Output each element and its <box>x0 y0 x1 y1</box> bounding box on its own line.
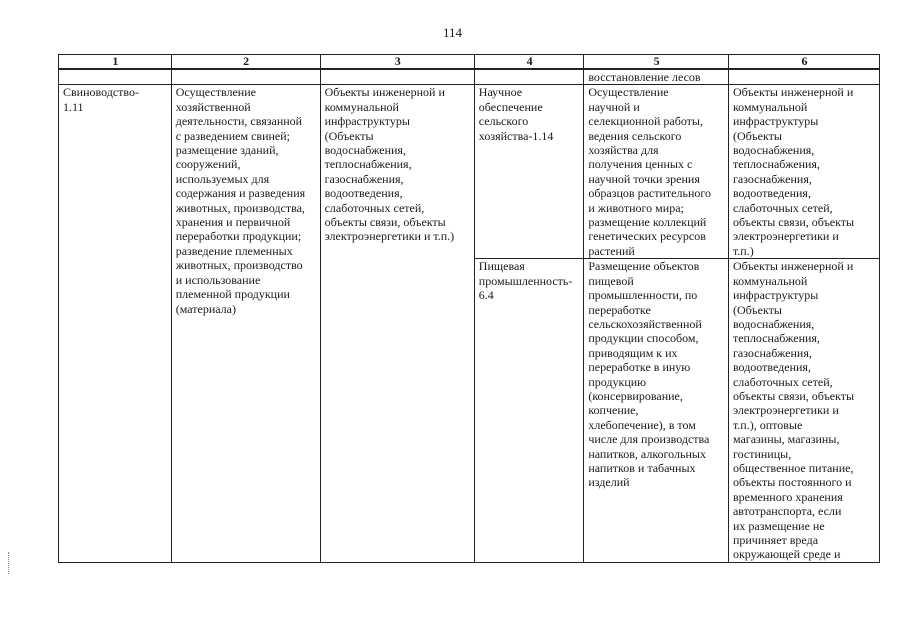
conditional-use-type-cell: Пищевая промышленность- 6.4 <box>474 259 584 563</box>
table-cell <box>728 69 879 85</box>
column-header: 4 <box>474 55 584 70</box>
table-header-row <box>59 55 880 70</box>
column-header: 3 <box>320 55 474 70</box>
table-cell <box>171 69 320 85</box>
column-header: 1 <box>59 55 172 70</box>
conditional-use-description-cell: Осуществление научной и селекционной работы, ведения сельского хозяйства для получения ценных с научной точки зрения образцов растительного и животного мира; размещение коллекций генетических ресурсов растений <box>584 85 729 259</box>
conditional-auxiliary-cell: Объекты инженерной и коммунальной инфраструктуры (Объекты водоснабжения, теплоснабжения, газоснабжения, водоотведения, слаботочных сетей, объекты связи, объекты электроэнергетики и т.п.), оптовые магазины, магазины, гостиницы, общественное питание, объекты постоянного и временного хранения автотранспорта, если их размещение не причиняет вреда окружающей среде и <box>728 259 879 563</box>
table-cell <box>59 69 172 85</box>
land-use-description-cell: Осуществление хозяйственной деятельности, связанной с разведением свиней; размещение зданий, сооружений, используемых для содержания и разведения животных, производства, хранения и первичной переработки продукции; разведение племенных животных, производство и использование племенной продукции (материала) <box>171 85 320 562</box>
auxiliary-objects-cell: Объекты инженерной и коммунальной инфраструктуры (Объекты водоснабжения, теплоснабжения, газоснабжения, водоотведения, слаботочных сетей, объекты связи, объекты электроэнергетики и т.п.) <box>320 85 474 562</box>
land-use-table <box>58 54 880 563</box>
table-cell: восстановление лесов <box>584 69 729 85</box>
table-cell <box>320 69 474 85</box>
conditional-use-description-cell: Размещение объектов пищевой промышленности, по переработке сельскохозяйственной продукции способом, приводящим к их переработке в иную продукцию (консервирование, копчение, хлебопечение), в том числе для производства напитков, алкогольных напитков и табачных изделий <box>584 259 729 563</box>
column-header: 5 <box>584 55 729 70</box>
scan-margin-marks <box>8 552 13 574</box>
conditional-auxiliary-cell: Объекты инженерной и коммунальной инфраструктуры (Объекты водоснабжения, теплоснабжения, газоснабжения, водоотведения, слаботочных сетей, объекты связи, объекты электроэнергетики и т.п.) <box>728 85 879 259</box>
conditional-use-type-cell: Научное обеспечение сельского хозяйства-1.14 <box>474 85 584 259</box>
table-row <box>59 85 880 259</box>
table-cell <box>474 69 584 85</box>
page-number: 114 <box>442 25 463 40</box>
continuation-row <box>59 69 880 85</box>
land-use-type-cell: Свиноводство- 1.11 <box>59 85 172 562</box>
land-use-table-container <box>58 54 880 563</box>
column-header: 6 <box>728 55 879 70</box>
column-header: 2 <box>171 55 320 70</box>
